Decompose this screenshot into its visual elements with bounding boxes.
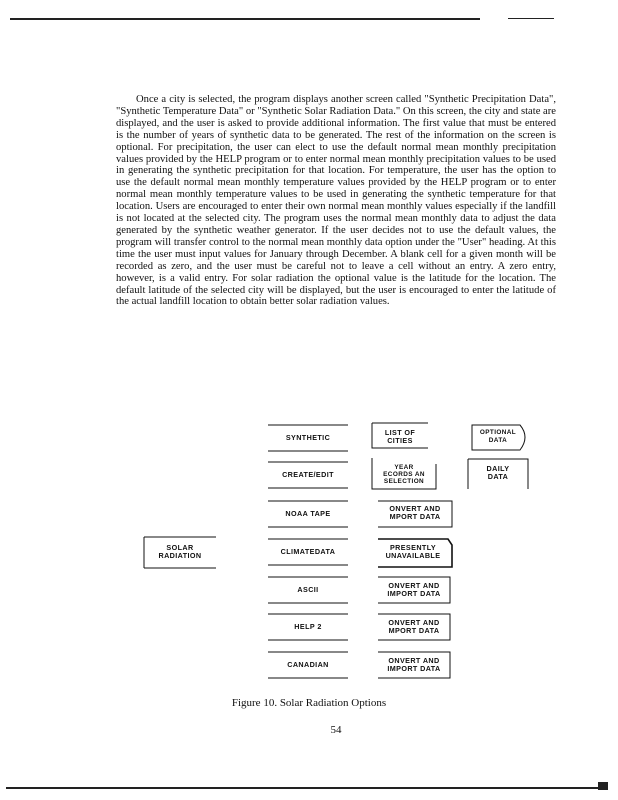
right-label-presently-unavailable: PRESENTLY UNAVAILABLE [385, 543, 441, 560]
middle-label-synthetic: SYNTHETIC [285, 433, 331, 442]
far-right-label-daily-data: DAILY DATA [486, 464, 510, 481]
middle-label-climatedata: CLIMATEDATA [280, 547, 336, 556]
middle-label-create-edit: CREATE/EDIT [282, 470, 334, 479]
right-label-list-of-cities: LIST OF CITIES [384, 428, 416, 445]
page-number: 54 [330, 724, 342, 736]
solar-radiation-label: SOLAR RADIATION [158, 543, 202, 560]
figure-caption: Figure 10. Solar Radiation Options [231, 697, 387, 709]
middle-label-help2: HELP 2 [294, 622, 322, 631]
middle-label-noaa-tape: NOAA TAPE [285, 509, 331, 518]
far-right-label-optional-data: OPTIONAL DATA [479, 429, 517, 444]
right-label-convert-2: ONVERT AND IMPORT DATA [387, 581, 441, 598]
right-label-year-records: YEAR ECORDS AN SELECTION [383, 464, 425, 485]
middle-label-canadian: CANADIAN [287, 660, 329, 669]
right-label-convert-4: ONVERT AND IMPORT DATA [387, 656, 441, 673]
right-label-convert-3: ONVERT AND MPORT DATA [388, 618, 440, 635]
right-label-convert-1: ONVERT AND MPORT DATA [389, 504, 441, 521]
middle-label-ascii: ASCII [297, 585, 319, 594]
body-paragraph: Once a city is selected, the program displays another screen called "Synthetic Precipitation Data", "Synthetic Temperature Data" or "Synthetic Solar Radiation Data." On this screen, the city and state are displayed, and the user is asked to provide additional information. The first value that must be entered is the number of years of synthetic data to be generated. The rest of the information on the screen is optional. For precipitation, the user can elect to use the default normal mean monthly precipitation values provided by the HELP program or to enter normal mean monthly precipitation values to be used in generating the synthetic precipitation for that location. For temperature, the user has the option to use the default normal mean monthly temperature values provided by the HELP program or to enter normal mean monthly temperature values to be used in generating the synthetic temperature for that location. Users are encouraged to enter their own normal mean monthly values especially if the landfill is not located at the selected city. The program uses the normal mean monthly data to adjust the data generated by the synthetic weather generator. If the user decides not to use the default values, the program will transfer control to the normal mean monthly data option under the "User" heading. At this time the user must input values for January through December. A blank cell for a given month will be recorded as zero, and the user must be careful not to leave a cell without an entry. A zero entry, however, is a valid entry. For solar radiation the optional value is the latitude for the location. The default latitude of the selected city will be displayed, but the user is encouraged to enter the latitude of the actual landfill location to obtain better solar radiation values. [116, 94, 556, 308]
